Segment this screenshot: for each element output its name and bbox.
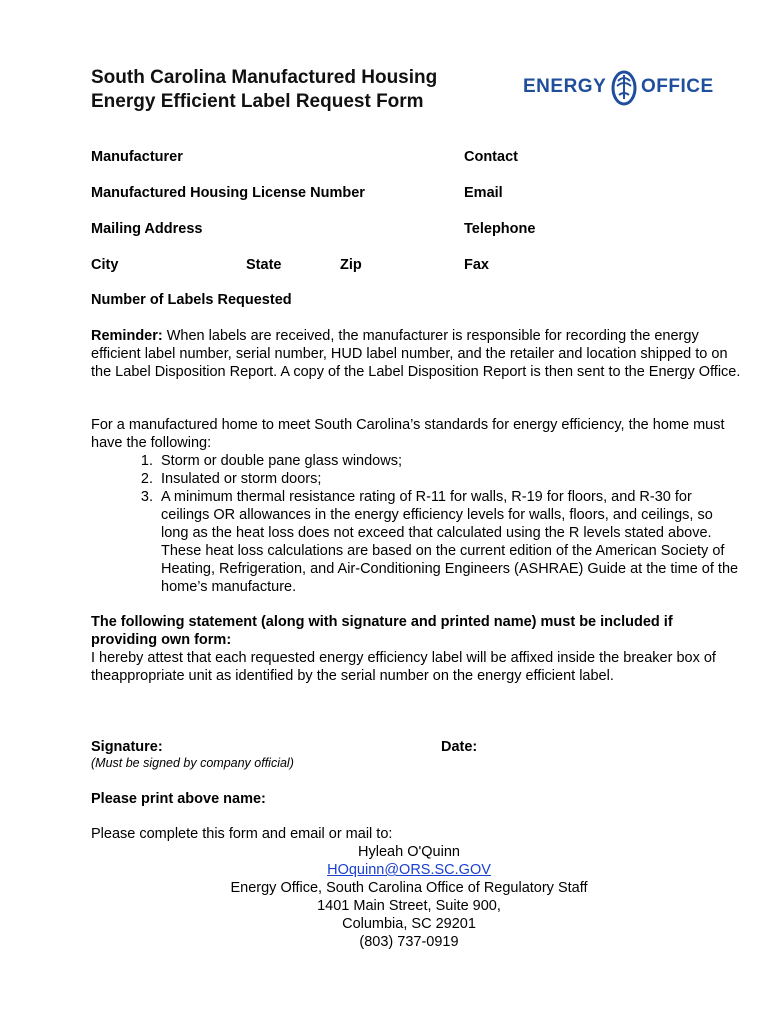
reminder-label: Reminder:: [91, 328, 163, 344]
contact-label: Contact: [464, 149, 518, 165]
license-number-label: Manufactured Housing License Number: [91, 185, 365, 201]
print-name-label: Please print above name:: [91, 791, 266, 807]
contact-street: 1401 Main Street, Suite 900,: [317, 898, 501, 914]
manufacturer-label: Manufacturer: [91, 149, 183, 165]
statement-text: I hereby attest that each requested energy efficiency label will be affixed inside the breaker box of theappropriate unit as identified by the serial number on the energy efficient label.: [91, 650, 716, 684]
city-label: City: [91, 257, 119, 273]
logo-text-energy: ENERGY: [523, 76, 607, 97]
submit-instructions: Please complete this form and email or mail to:: [91, 826, 393, 842]
energy-office-logo: [523, 67, 723, 109]
form-title: [91, 66, 437, 114]
requirements-intro: For a manufactured home to meet South Carolina’s standards for energy efficiency, the home must have the following:: [91, 417, 725, 451]
palmetto-seal-icon: [609, 67, 639, 107]
list-item: 1. Storm or double pane glass windows;: [157, 452, 741, 470]
reminder-paragraph: [91, 327, 741, 381]
title-line-1: South Carolina Manufactured Housing: [91, 67, 438, 88]
state-label: State: [246, 257, 282, 273]
contact-email-link[interactable]: HOquinn@ORS.SC.GOV: [327, 862, 491, 878]
mailing-address-label: Mailing Address: [91, 221, 203, 237]
reminder-text: When labels are received, the manufacturer is responsible for recording the energy efficient label number, serial number, HUD label number, and the retailer and location shipped to on the Label Disposition Report. A copy of the Label Disposition Report is then sent to the Energy Office.: [91, 328, 741, 380]
contact-phone: (803) 737-0919: [359, 934, 459, 950]
logo-text-office: OFFICE: [641, 76, 714, 97]
requirements-section: [91, 416, 741, 596]
statement-heading: The following statement (along with signature and printed name) must be included if providing own form:: [91, 614, 673, 648]
requirements-list: [91, 452, 741, 596]
signature-label: Signature:: [91, 739, 163, 755]
contact-organization: Energy Office, South Carolina Office of Regulatory Staff: [230, 880, 588, 896]
contact-email-link-wrap: [91, 861, 727, 879]
email-label: Email: [464, 185, 503, 201]
labels-requested-label: Number of Labels Requested: [91, 292, 292, 308]
fax-label: Fax: [464, 257, 489, 273]
list-item: 3. A minimum thermal resistance rating of R-11 for walls, R-19 for floors, and R-30 for ceilings OR allowances in the energy efficiency levels for walls, floors, and ceilings, so long as the heat loss does not exceed that calculated using the R levels stated above. These heat loss calculations are based on the current edition of the American Society of Heating, Refrigeration, and Air-Conditioning Engineers (ASHRAE) Guide at the time of the home’s manufacture.: [157, 488, 741, 596]
list-item: 2. Insulated or storm doors;: [157, 470, 741, 488]
telephone-label: Telephone: [464, 221, 536, 237]
statement-section: [91, 613, 741, 685]
contact-name: Hyleah O'Quinn: [358, 844, 460, 860]
date-label: Date:: [441, 739, 478, 755]
signature-note: (Must be signed by company official): [91, 756, 294, 770]
contact-city: Columbia, SC 29201: [342, 916, 476, 932]
title-line-2: Energy Efficient Label Request Form: [91, 91, 424, 112]
zip-label: Zip: [340, 257, 362, 273]
